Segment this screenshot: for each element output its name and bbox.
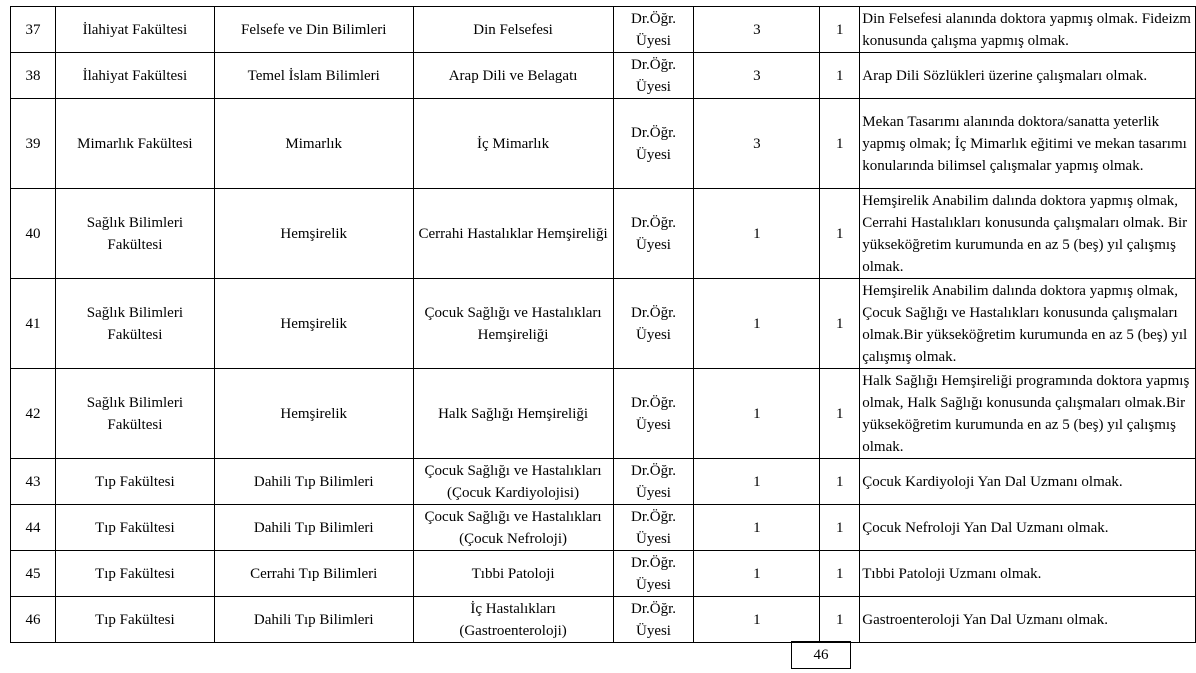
program-cell: İç Hastalıkları (Gastroenteroloji) xyxy=(413,597,613,643)
table-row xyxy=(11,7,1196,53)
title-cell: Dr.Öğr. Üyesi xyxy=(613,279,694,369)
degree-cell: 1 xyxy=(694,597,820,643)
quota-cell: 1 xyxy=(820,7,860,53)
department-cell: Hemşirelik xyxy=(214,189,413,279)
degree-cell: 1 xyxy=(694,369,820,459)
degree-cell: 1 xyxy=(694,551,820,597)
quota-cell: 1 xyxy=(820,53,860,99)
requirement-cell: Din Felsefesi alanında doktora yapmış olmak. Fideizm konusunda çalışma yapmış olmak. xyxy=(860,7,1196,53)
degree-cell: 3 xyxy=(694,7,820,53)
table-row xyxy=(11,189,1196,279)
requirement-cell: Hemşirelik Anabilim dalında doktora yapmış olmak, Cerrahi Hastalıkları konusunda çalışmaları olmak. Bir yükseköğretim kurumunda en az 5 (beş) yıl çalışmış olmak. xyxy=(860,189,1196,279)
quota-cell: 1 xyxy=(820,505,860,551)
program-cell: Çocuk Sağlığı ve Hastalıkları (Çocuk Kardiyolojisi) xyxy=(413,459,613,505)
table-row xyxy=(11,459,1196,505)
title-cell: Dr.Öğr. Üyesi xyxy=(613,53,694,99)
faculty-cell: İlahiyat Fakültesi xyxy=(55,53,214,99)
degree-cell: 1 xyxy=(694,189,820,279)
requirement-cell: Halk Sağlığı Hemşireliği programında doktora yapmış olmak, Halk Sağlığı konusunda çalışmaları olmak.Bir yükseköğretim kurumunda en az 5 (beş) yıl çalışmış olmak. xyxy=(860,369,1196,459)
department-cell: Dahili Tıp Bilimleri xyxy=(214,459,413,505)
program-cell: Tıbbi Patoloji xyxy=(413,551,613,597)
department-cell: Cerrahi Tıp Bilimleri xyxy=(214,551,413,597)
title-cell: Dr.Öğr. Üyesi xyxy=(613,505,694,551)
row-number: 38 xyxy=(11,53,56,99)
department-cell: Temel İslam Bilimleri xyxy=(214,53,413,99)
title-cell: Dr.Öğr. Üyesi xyxy=(613,551,694,597)
program-cell: Arap Dili ve Belagatı xyxy=(413,53,613,99)
faculty-cell: Tıp Fakültesi xyxy=(55,459,214,505)
program-cell: İç Mimarlık xyxy=(413,99,613,189)
staff-positions-table xyxy=(10,6,1196,643)
total-count: 46 xyxy=(791,641,851,669)
requirement-cell: Mekan Tasarımı alanında doktora/sanatta yeterlik yapmış olmak; İç Mimarlık eğitimi ve mekan tasarımı konularında bilimsel çalışmalar yapmış olmak. xyxy=(860,99,1196,189)
table-row xyxy=(11,99,1196,189)
requirement-cell: Gastroenteroloji Yan Dal Uzmanı olmak. xyxy=(860,597,1196,643)
faculty-cell: Sağlık Bilimleri Fakültesi xyxy=(55,189,214,279)
department-cell: Dahili Tıp Bilimleri xyxy=(214,505,413,551)
requirement-cell: Hemşirelik Anabilim dalında doktora yapmış olmak, Çocuk Sağlığı ve Hastalıkları konusunda çalışmaları olmak.Bir yükseköğretim kurumunda en az 5 (beş) yıl çalışmış olmak. xyxy=(860,279,1196,369)
title-cell: Dr.Öğr. Üyesi xyxy=(613,597,694,643)
row-number: 45 xyxy=(11,551,56,597)
program-cell: Çocuk Sağlığı ve Hastalıkları (Çocuk Nefroloji) xyxy=(413,505,613,551)
quota-cell: 1 xyxy=(820,279,860,369)
quota-cell: 1 xyxy=(820,369,860,459)
row-number: 43 xyxy=(11,459,56,505)
row-number: 40 xyxy=(11,189,56,279)
degree-cell: 3 xyxy=(694,99,820,189)
faculty-cell: Sağlık Bilimleri Fakültesi xyxy=(55,279,214,369)
table-row xyxy=(11,369,1196,459)
degree-cell: 1 xyxy=(694,505,820,551)
row-number: 39 xyxy=(11,99,56,189)
faculty-cell: Sağlık Bilimleri Fakültesi xyxy=(55,369,214,459)
title-cell: Dr.Öğr. Üyesi xyxy=(613,99,694,189)
department-cell: Hemşirelik xyxy=(214,279,413,369)
program-cell: Çocuk Sağlığı ve Hastalıkları Hemşireliği xyxy=(413,279,613,369)
table-row xyxy=(11,597,1196,643)
department-cell: Mimarlık xyxy=(214,99,413,189)
requirement-cell: Arap Dili Sözlükleri üzerine çalışmaları olmak. xyxy=(860,53,1196,99)
degree-cell: 1 xyxy=(694,279,820,369)
table-row xyxy=(11,505,1196,551)
department-cell: Felsefe ve Din Bilimleri xyxy=(214,7,413,53)
program-cell: Cerrahi Hastalıklar Hemşireliği xyxy=(413,189,613,279)
title-cell: Dr.Öğr. Üyesi xyxy=(613,7,694,53)
program-cell: Din Felsefesi xyxy=(413,7,613,53)
quota-cell: 1 xyxy=(820,189,860,279)
faculty-cell: İlahiyat Fakültesi xyxy=(55,7,214,53)
requirement-cell: Çocuk Kardiyoloji Yan Dal Uzmanı olmak. xyxy=(860,459,1196,505)
requirement-cell: Çocuk Nefroloji Yan Dal Uzmanı olmak. xyxy=(860,505,1196,551)
row-number: 46 xyxy=(11,597,56,643)
faculty-cell: Tıp Fakültesi xyxy=(55,597,214,643)
quota-cell: 1 xyxy=(820,597,860,643)
row-number: 42 xyxy=(11,369,56,459)
program-cell: Halk Sağlığı Hemşireliği xyxy=(413,369,613,459)
row-number: 44 xyxy=(11,505,56,551)
quota-cell: 1 xyxy=(820,551,860,597)
faculty-cell: Tıp Fakültesi xyxy=(55,551,214,597)
row-number: 37 xyxy=(11,7,56,53)
title-cell: Dr.Öğr. Üyesi xyxy=(613,459,694,505)
table-row xyxy=(11,551,1196,597)
quota-cell: 1 xyxy=(820,99,860,189)
table-row xyxy=(11,53,1196,99)
title-cell: Dr.Öğr. Üyesi xyxy=(613,189,694,279)
department-cell: Dahili Tıp Bilimleri xyxy=(214,597,413,643)
quota-cell: 1 xyxy=(820,459,860,505)
requirement-cell: Tıbbi Patoloji Uzmanı olmak. xyxy=(860,551,1196,597)
faculty-cell: Tıp Fakültesi xyxy=(55,505,214,551)
faculty-cell: Mimarlık Fakültesi xyxy=(55,99,214,189)
degree-cell: 1 xyxy=(694,459,820,505)
title-cell: Dr.Öğr. Üyesi xyxy=(613,369,694,459)
row-number: 41 xyxy=(11,279,56,369)
degree-cell: 3 xyxy=(694,53,820,99)
table-row xyxy=(11,279,1196,369)
department-cell: Hemşirelik xyxy=(214,369,413,459)
